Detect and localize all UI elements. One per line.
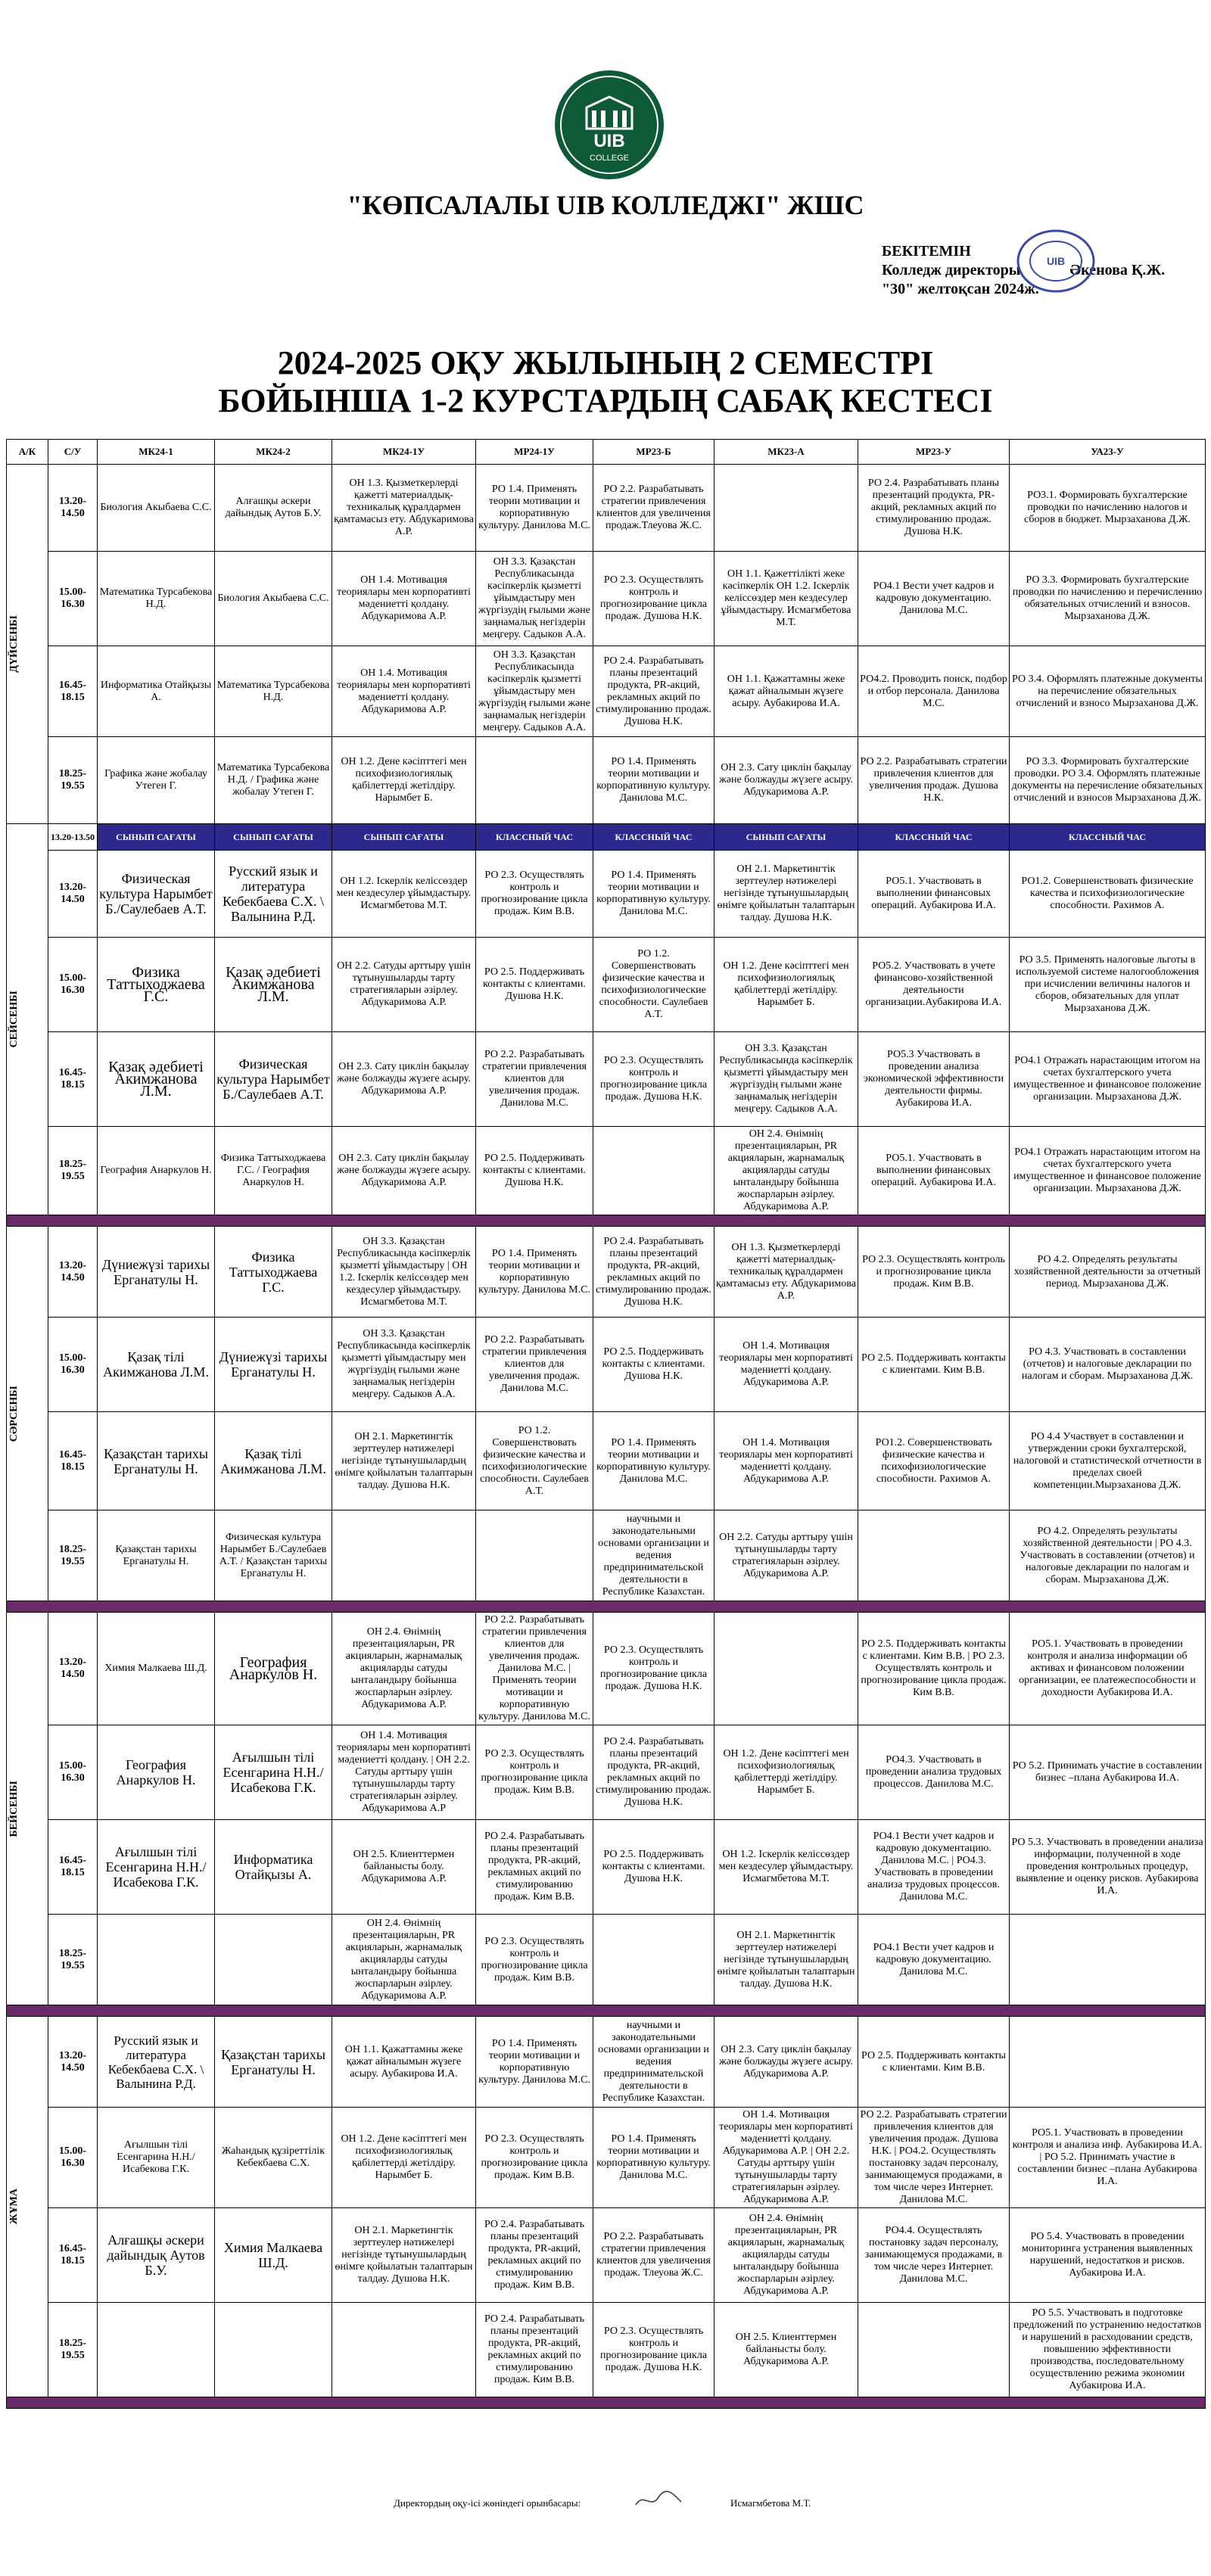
day-separator bbox=[7, 1215, 1206, 1227]
table-row: 15.00-16.30 Физика Таттыходжаева Г.С. Қазақ әдебиеті Акимжанова Л.М. ОН 2.2. Сатуды арттыру үшін тұтынушыларды тарту стратегияларын әзірлеу. Абдукаримова А.Р. РО 2.5. Поддерживать контакты с клиентами. Душова Н.К. РО 1.2. Совершенствовать физические качества и психофизиологические способности. Саулебаев А.Т. ОН 1.2. Дене кәсіпттегі мен психофизиологиялық қабілеттерді жетілдіру. Нарымбет Б. РО5.2. Участвовать в учете финансово-хозяйственной деятельности организации.Аубакирова И.А. РО 3.5. Применять налоговые льготы в используемой системе налогообложения при исчислении величины налогов и сборов, обязательных для уплат Мырзаханова Д.Ж. bbox=[7, 938, 1206, 1032]
table-row: 18.25-19.55 ОН 2.4. Өнімнің презентацияларын, PR акцияларын, жарнамалық акцияларды сатуды ынталандыру бойынша жоспарларын әзірлеу. Абдукаримова А.Р. РО 2.3. Осуществлять контроль и прогнозирование цикла продаж. Ким В.В. ОН 2.1. Маркетингтік зерттеулер нәтижелері негізінде тұтынушылардың өнімге қойылатын талаптарын талдау. Душова Н.К. РО4.1 Вести учет кадров и кадровую документацию. Данилова М.С. bbox=[7, 1915, 1206, 2005]
org-name: "КӨПСАЛАЛЫ UIB КОЛЛЕДЖІ" ЖШС bbox=[347, 190, 864, 220]
logo-text: UIB bbox=[593, 131, 625, 151]
stamp-seal bbox=[1010, 227, 1101, 295]
table-header-row: А/К С/У МК24-1 МК24-2 МК24-1У МР24-1У МР23-Б МК23-А МР23-У УА23-У bbox=[7, 440, 1206, 465]
table-row: 18.25-19.55 Графика және жобалау Утеген Г. Математика Турсабекова Н.Д. / Графика және жобалау Утеген Г. ОН 1.2. Дене кәсіпттегі мен психофизиологиялық қабілеттерді жетілдіру. Нарымбет Б. РО 1.4. Применять теории мотивации и корпоративную культуру. Данилова М.С. ОН 2.3. Сату циклін бақылау және болжауды жүзеге асыру. Абдукаримова А.Р. РО 2.2. Разрабатывать стратегии привлечения клиентов для увеличения продаж. Душова Н.К. РО 3.3. Формировать бухгалтерские проводки. РО 3.4. Оформлять платежные документы на перечисление обязательных отчислений и взносов Мырзаханова Д.Ж. bbox=[7, 737, 1206, 824]
day-thursday: БЕЙСЕНБІ bbox=[8, 1780, 20, 1837]
table-row: 16.45-18.15 Ағылшын тілі Есенгарина Н.Н./Исабекова Г.К. Информатика Отайқызы А. ОН 2.5. Клиенттермен байланысты болу. Абдукаримова А.Р. РО 2.4. Разрабатывать планы презентаций продукта, PR-акций, рекламных акций по стимулированию продаж. Ким В.В. РО 2.5. Поддерживать контакты с клиентами. Душова Н.К. ОН 1.2. Іскерлік келіссөздер мен кездесулер ұйымдастыру. Исмагмбетова М.Т. РО4.1 Вести учет кадров и кадровую документацию. Данилова М.С. | РО4.3. Участвовать в проведении анализа трудовых процессов. Данилова М.С. РО 5.3. Участвовать в проведении анализа информации, полученной в ходе проведения контрольных процедур, выявление и оценку рисков. Аубакирова И.А. bbox=[7, 1820, 1206, 1915]
table-row: 15.00-16.30 Ағылшын тілі Есенгарина Н.Н./Исабекова Г.К. Жаһандық құзіреттілік Кебекбаева С.Х. ОН 1.2. Дене кәсіпттегі мен психофизиологиялық қабілеттерді жетілдіру. Нарымбет Б. РО 2.3. Осуществлять контроль и прогнозирование цикла продаж. Ким В.В. РО 1.4. Применять теории мотивации и корпоративную культуру. Данилова М.С. ОН 1.4. Мотивация теориялары мен корпоративті мәдениетті қолдану. Абдукаримова А.Р. | ОН 2.2. Сатуды арттыру үшін тұтынушыларды тарту стратегияларын әзірлеу. Абдукаримова А.Р. РО 2.2. Разрабатывать стратегии привлечения клиентов для увеличения продаж. Душова Н.К. | РО4.2. Осуществлять постановку задач персоналу, занимающемуся продажами, в том числе через Интернет. Данилова М.С. РО5.1. Участвовать в проведении контроля и анализа инф. Аубакирова И.А. | РО 5.2. Принимать участие в составлении бизнес –плана Аубакирова И.А. bbox=[7, 2108, 1206, 2208]
page-title: 2024-2025 ОҚУ ЖЫЛЫНЫҢ 2 СЕМЕСТРІ БОЙЫНША 1-2 КУРСТАРДЫҢ САБАҚ КЕСТЕСІ bbox=[218, 344, 993, 419]
class-hour-row: СЕЙСЕНБІ 13.20-13.50 СЫНЫП САҒАТЫ СЫНЫП САҒАТЫ СЫНЫП САҒАТЫ КЛАССНЫЙ ЧАС КЛАССНЫЙ ЧАС СЫНЫП САҒАТЫ КЛАССНЫЙ ЧАС КЛАССНЫЙ ЧАС bbox=[7, 824, 1206, 851]
table-row: 18.25-19.55 РО 2.4. Разрабатывать планы презентаций продукта, PR-акций, рекламных акций по стимулированию продаж. Ким В.В. РО 2.3. Осуществлять контроль и прогнозирование цикла продаж. Душова Н.К. ОН 2.5. Клиенттермен байланысты болу. Абдукаримова А.Р. РО 5.5. Участвовать в подготовке предложений по устранению недостатков и нарушений в расходовании средств, повышению эффективности производства, последовательному осуществлению режима экономии Аубакирова И.А. bbox=[7, 2303, 1206, 2397]
logo-sub: COLLEGE bbox=[590, 154, 629, 163]
table-row: 15.00-16.30 Қазақ тілі Акимжанова Л.М. Дүниежүзі тарихы Ерганатулы Н. ОН 3.3. Қазақстан Республикасында кәсіпкерлік қызметті ұйымдастыру мен жүргізудің ғылыми және заңнамалық негіздерін меңгеру. Садыков А.А. РО 2.2. Разрабатывать стратегии привлечения клиентов для увеличения продаж. Данилова М.С. РО 2.5. Поддерживать контакты с клиентами. Душова Н.К. ОН 1.4. Мотивация теориялары мен корпоративті мәдениетті қолдану. Абдукаримова А.Р. РО 2.5. Поддерживать контакты с клиентами. Ким В.В. РО 4.3. Участвовать в составлении (отчетов) и налоговые декларации по налогам и сборам. Мырзаханова Д.Ж. bbox=[7, 1318, 1206, 1412]
day-tuesday: СЕЙСЕНБІ bbox=[8, 991, 20, 1048]
day-separator bbox=[7, 2397, 1206, 2409]
day-monday: ДҮЙСЕНБІ bbox=[8, 615, 20, 673]
table-row: 16.45-18.15 Алғашқы әскери дайындық Аутов Б.У. Химия Малкаева Ш.Д. ОН 2.1. Маркетингтік зерттеулер нәтижелері негізінде тұтынушылардың өнімге қойылатын талаптарын талдау. Душова Н.К. РО 2.4. Разрабатывать планы презентаций продукта, PR-акций, рекламных акций по стимулированию продаж. Ким В.В. РО 2.2. Разрабатывать стратегии привлечения клиентов для увеличения продаж. Тлеуова Ж.С. ОН 2.4. Өнімнің презентацияларын, PR акцияларын, жарнамалық акцияларды сатуды ынталандыру бойынша жоспарларын әзірлеу. Абдукаримова А.Р. РО4.4. Осуществлять постановку задач персоналу, занимающемуся продажами, в том числе через Интернет. Данилова М.С. РО 5.4. Участвовать в проведении мониторинга устранения выявленных нарушений, недостатков и рисков. Аубакирова И.А. bbox=[7, 2208, 1206, 2303]
table-row: 16.45-18.15 Информатика Отайқызы А. Математика Турсабекова Н.Д. ОН 1.4. Мотивация теориялары мен корпоративті мәдениетті қолдану. Абдукаримова А.Р. ОН 3.3. Қазақстан Республикасында кәсіпкерлік қызметті ұйымдастыру мен жүргізудің ғылыми және заңнамалық негіздерін меңгеру. Садыков А.А. РО 2.4. Разрабатывать планы презентаций продукта, PR-акций, рекламных акций по стимулированию продаж. Душова Н.К. ОН 1.1. Қажаттамны жеке қажат айналымын жүзеге асыру. Аубакирова И.А. РО4.2. Проводить поиск, подбор и отбор персонала. Данилова М.С. РО 3.4. Оформлять платежные документы на перечисление обязательных отчислений и взносо Мырзаханова Д.Ж. bbox=[7, 646, 1206, 737]
table-row: 15.00-16.30 Математика Турсабекова Н.Д. Биология Акыбаева С.С. ОН 1.4. Мотивация теориялары мен корпоративті мәдениетті қолдану. Абдукаримова А.Р. ОН 3.3. Қазақстан Республикасында кәсіпкерлік қызметті ұйымдастыру мен жүргізудің ғылыми және заңнамалық негіздерін меңгеру. Садыков А.А. РО 2.3. Осуществлять контроль и прогнозирование цикла продаж. Душова Н.К. ОН 1.1. Қажеттілікті жеке кәсіпкерлік ОН 1.2. Іскерлік келіссөздер мен кездесулер ұйымдастыру. Исмагмбетова М.Т. РО4.1 Вести учет кадров и кадровую документацию. Данилова М.С. РО 3.3. Формировать бухгалтерские проводки по начислению и перечислению обязательных отчислений и взносов. Мырзаханова Д.Ж. bbox=[7, 552, 1206, 646]
day-friday: ЖҰМА bbox=[8, 2189, 20, 2225]
svg-text:UIB: UIB bbox=[1046, 255, 1066, 267]
approve-position: Колледж директоры Әкенова Қ.Ж. bbox=[882, 262, 1166, 278]
footer-position: Директордың оқу-ісі жөніндегі орынбасары: bbox=[394, 2497, 581, 2509]
college-logo bbox=[553, 68, 666, 182]
day-separator bbox=[7, 2005, 1206, 2017]
signature bbox=[632, 2488, 685, 2511]
table-row: 18.25-19.55 Қазақстан тарихы Ерганатулы Н. Физическая культура Нарымбет Б./Саулебаев А.Т. / Қазақстан тарихы Ерганатулы Н. научными и законодательными основами организации и ведения предпринимательской деятельности в Республике Казахстан. ОН 2.2. Сатуды арттыру үшін тұтынушыларды тарту стратегияларын әзірлеу. Абдукаримова А.Р. РО 4.2. Определять результаты хозяйственной деятельности | РО 4.3. Участвовать в составлении (отчетов) и налоговые декларации по налогам и сборам. Мырзаханова Д.Ж. bbox=[7, 1510, 1206, 1601]
day-separator bbox=[7, 1601, 1206, 1613]
table-row: 16.45-18.15 Қазақстан тарихы Ерганатулы Н. Қазақ тілі Акимжанова Л.М. ОН 2.1. Маркетингтік зерттеулер нәтижелері негізінде тұтынушылардың өнімге қойылатын талаптарын талдау. Душова Н.К. РО 1.2. Совершенствовать физические качества и психофизиологические способности. Саулебаев А.Т. РО 1.4. Применять теории мотивации и корпоративную культуру. Данилова М.С. ОН 1.4. Мотивация теориялары мен корпоративті мәдениетті қолдану. Абдукаримова А.Р. РО1.2. Совершенствовать физические качества и психофизиологические способности. Рахимов А. РО 4.4 Участвует в составлении и утверждении сроки бухгалтерской, налоговой и статистической отчетности в пределах своей компетенции.Мырзаханова Д.Ж. bbox=[7, 1412, 1206, 1510]
table-row: 18.25-19.55 География Анаркулов Н. Физика Таттыходжаева Г.С. / География Анаркулов Н. ОН 2.3. Сату циклін бақылау және болжауды жүзеге асыру. Абдукаримова А.Р. РО 2.5. Поддерживать контакты с клиентами. Душова Н.К. ОН 2.4. Өнімнің презентацияларын, PR акцияларын, жарнамалық акцияларды сатуды ынталандыру бойынша жоспарларын әзірлеу. Абдукаримова А.Р. РО5.1. Участвовать в выполнении финансовых операций. Аубакирова И.А. РО4.1 Отражать нарастающим итогом на счетах бухгалтерского учета имущественное и финансовое положение организации. Мырзаханова Д.Ж. bbox=[7, 1127, 1206, 1215]
day-wednesday: СӘРСЕНБІ bbox=[8, 1385, 20, 1442]
table-row: 16.45-18.15 Қазақ әдебиеті Акимжанова Л.М. Физическая культура Нарымбет Б./Саулебаев А.Т. ОН 2.3. Сату циклін бақылау және болжауды жүзеге асыру. Абдукаримова А.Р. РО 2.2. Разрабатывать стратегии привлечения клиентов для увеличения продаж. Данилова М.С. РО 2.3. Осуществлять контроль и прогнозирование цикла продаж. Душова Н.К. ОН 3.3. Қазақстан Республикасында кәсіпкерлік қызметті ұйымдастыру мен жүргізудің ғылыми және заңнамалық негіздерін меңгеру. Садыков А.А. РО5.3 Участвовать в проведении анализа экономической эффективности деятельности фирмы. Аубакирова И.А. РО4.1 Отражать нарастающим итогом на счетах бухгалтерского учета имущественное и финансовое положение организации. Мырзаханова Д.Ж. bbox=[7, 1032, 1206, 1127]
schedule-table bbox=[6, 439, 1206, 2409]
table-row: 13.20-14.50 Физическая культура Нарымбет Б./Саулебаев А.Т. Русский язык и литература Кебекбаева С.Х. \ Валынина Р.Д. ОН 1.2. Іскерлік келіссөздер мен кездесулер ұйымдастыру. Исмагмбетова М.Т. РО 2.3. Осуществлять контроль и прогнозирование цикла продаж. Ким В.В. РО 1.4. Применять теории мотивации и корпоративную культуру. Данилова М.С. ОН 2.1. Маркетингтік зерттеулер нәтижелері негізінде тұтынушылардың өнімге қойылатын талаптарын талдау. Душова Н.К. РО5.1. Участвовать в выполнении финансовых операций. Аубакирова И.А. РО1.2. Совершенствовать физические качества и психофизиологические способности. Рахимов А. bbox=[7, 851, 1206, 938]
table-row: ЖҰМА 13.20-14.50 Русский язык и литература Кебекбаева С.Х. \ Валынина Р.Д. Қазақстан тарихы Ерганатулы Н. ОН 1.1. Қажаттамны жеке қажат айналымын жүзеге асыру. Аубакирова И.А. РО 1.4. Применять теории мотивации и корпоративную культуру. Данилова М.С. научными и законодательными основами организации и ведения предпринимательской деятельности в Республике Казахстан. ОН 2.3. Сату циклін бақылау және болжауды жүзеге асыру. Абдукаримова А.Р. РО 2.5. Поддерживать контакты с клиентами. Ким В.В. bbox=[7, 2017, 1206, 2108]
table-row: ДҮЙСЕНБІ 13.20-14.50 Биология Акыбаева С.С. Алғашқы әскери дайындық Аутов Б.У. ОН 1.3. Қызметкерлерді қажетті материалдық-техникалық құралдармен қамтамасыз ету. Абдукаримова А.Р. РО 1.4. Применять теории мотивации и корпоративную культуру. Данилова М.С. РО 2.2. Разрабатывать стратегии привлечения клиентов для увеличения продаж.Тлеуова Ж.С. РО 2.4. Разрабатывать планы презентаций продукта, PR-акций, рекламных акций по стимулированию продаж. Душова Н.К. РО3.1. Формировать бухгалтерские проводки по начислению налогов и сборов в бюджет. Мырзаханова Д.Ж. bbox=[7, 465, 1206, 552]
footer-name: Исмагмбетова М.Т. bbox=[730, 2497, 811, 2509]
approve-date: "30" желтоқсан 2024ж. bbox=[882, 281, 1039, 297]
approve-title: БЕКІТЕМІН bbox=[882, 243, 971, 260]
table-row: СӘРСЕНБІ 13.20-14.50 Дүниежүзі тарихы Ерганатулы Н. Физика Таттыходжаева Г.С. ОН 3.3. Қазақстан Республикасында кәсіпкерлік қызметті ұйымдастыру | ОН 1.2. Іскерлік келіссөздер мен кездесулер ұйымдастыру. Исмагмбетова М.Т. РО 1.4. Применять теории мотивации и корпоративную культуру. Данилова М.С. РО 2.4. Разрабатывать планы презентаций продукта, PR-акций, рекламных акций по стимулированию продаж. Душова Н.К. ОН 1.3. Қызметкерлерді қажетті материалдық-техникалық құралдармен қамтамасыз ету. Абдукаримова А.Р. РО 2.3. Осуществлять контроль и прогнозирование цикла продаж. Ким В.В. РО 4.2. Определять результаты хозяйственной деятельности за отчетный период. Мырзаханова Д.Ж. bbox=[7, 1227, 1206, 1318]
table-row: 15.00-16.30 География Анаркулов Н. Ағылшын тілі Есенгарина Н.Н./Исабекова Г.К. ОН 1.4. Мотивация теориялары мен корпоративті мәдениетті қолдану. | ОН 2.2. Сатуды арттыру үшін тұтынушыларды тарту стратегияларын әзірлеу. Абдукаримова А.Р РО 2.3. Осуществлять контроль и прогнозирование цикла продаж. Ким В.В. РО 2.4. Разрабатывать планы презентаций продукта, PR-акций, рекламных акций по стимулированию продаж. Душова Н.К. ОН 1.2. Дене кәсіпттегі мен психофизиологиялық қабілеттерді жетілдіру. Нарымбет Б. РО4.3. Участвовать в проведении анализа трудовых процессов. Данилова М.С. РО 5.2. Принимать участие в составлении бизнес –плана Аубакирова И.А. bbox=[7, 1725, 1206, 1820]
table-row: БЕЙСЕНБІ 13.20-14.50 Химия Малкаева Ш.Д. География Анаркулов Н. ОН 2.4. Өнімнің презентацияларын, PR акцияларын, жарнамалық акцияларды сатуды ынталандыру бойынша жоспарларын әзірлеу. Абдукаримова А.Р. РО 2.2. Разрабатывать стратегии привлечения клиентов для увеличения продаж. Данилова М.С. | Применять теории мотивации и корпоративную культуру. Данилова М.С. РО 2.3. Осуществлять контроль и прогнозирование цикла продаж. Душова Н.К. РО 2.5. Поддерживать контакты с клиентами. Ким В.В. | РО 2.3. Осуществлять контроль и прогнозирование цикла продаж. Ким В.В. РО5.1. Участвовать в проведении контроля и анализа информации об активах и финансовом положении организации, ее платежеспособности и доходности Аубакирова И.А. bbox=[7, 1613, 1206, 1725]
